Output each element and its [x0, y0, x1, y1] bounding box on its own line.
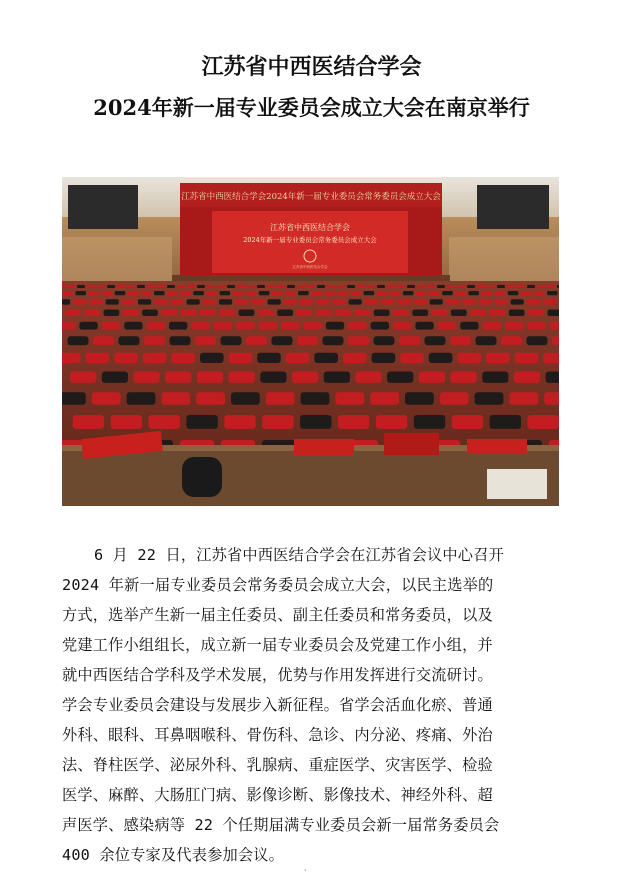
photo-banner-text: 江苏省中西医结合学会2024年新一届专业委员会常务委员会成立大会: [181, 192, 441, 202]
article-line: 方式，选举产生新一届主任委员、副主任委员和常务委员，以及: [62, 606, 493, 624]
title-line-2: 2024年新一届专业委员会成立大会在南京举行: [93, 95, 530, 120]
title-line-1: 江苏省中西医结合学会: [201, 54, 422, 80]
article-body: [62, 540, 559, 870]
article-line: 400 余位专家及代表参加会议。: [62, 846, 285, 864]
article-line: 6 月 22 日，江苏省中西医结合学会在江苏省会议中心召开: [94, 546, 504, 564]
photo-screen-line-1: 江苏省中西医结合学会: [270, 223, 350, 232]
article-line: 就中西医结合学科及学术发展，优势与作用发挥进行交流研讨。: [62, 666, 493, 684]
conference-photo: [62, 177, 559, 506]
article-line: 党建工作小组组长，成立新一届专业委员会及党建工作小组，并: [62, 636, 493, 654]
page-mark: ·: [304, 866, 307, 875]
photo-screen-small: 江苏省中西医结合学会: [292, 265, 328, 269]
article-line: 2024 年新一届专业委员会常务委员会成立大会，以民主选举的: [62, 576, 494, 594]
article-line: 声医学、感染病等 22 个任期届满专业委员会新一届常务委员会: [62, 816, 500, 834]
photo-screen-line-2: 2024年新一届专业委员会常务委员会成立大会: [243, 236, 377, 244]
article-line: 学会专业委员会建设与发展步入新征程。省学会活血化瘀、普通: [62, 696, 493, 714]
article-line: 外科、眼科、耳鼻咽喉科、骨伤科、急诊、内分泌、疼痛、外治: [62, 726, 493, 744]
article-line: 医学、麻醉、大肠肛门病、影像诊断、影像技术、神经外科、超: [62, 786, 493, 804]
article-line: 法、脊柱医学、泌尿外科、乳腺病、重症医学、灾害医学、检验: [62, 756, 493, 774]
